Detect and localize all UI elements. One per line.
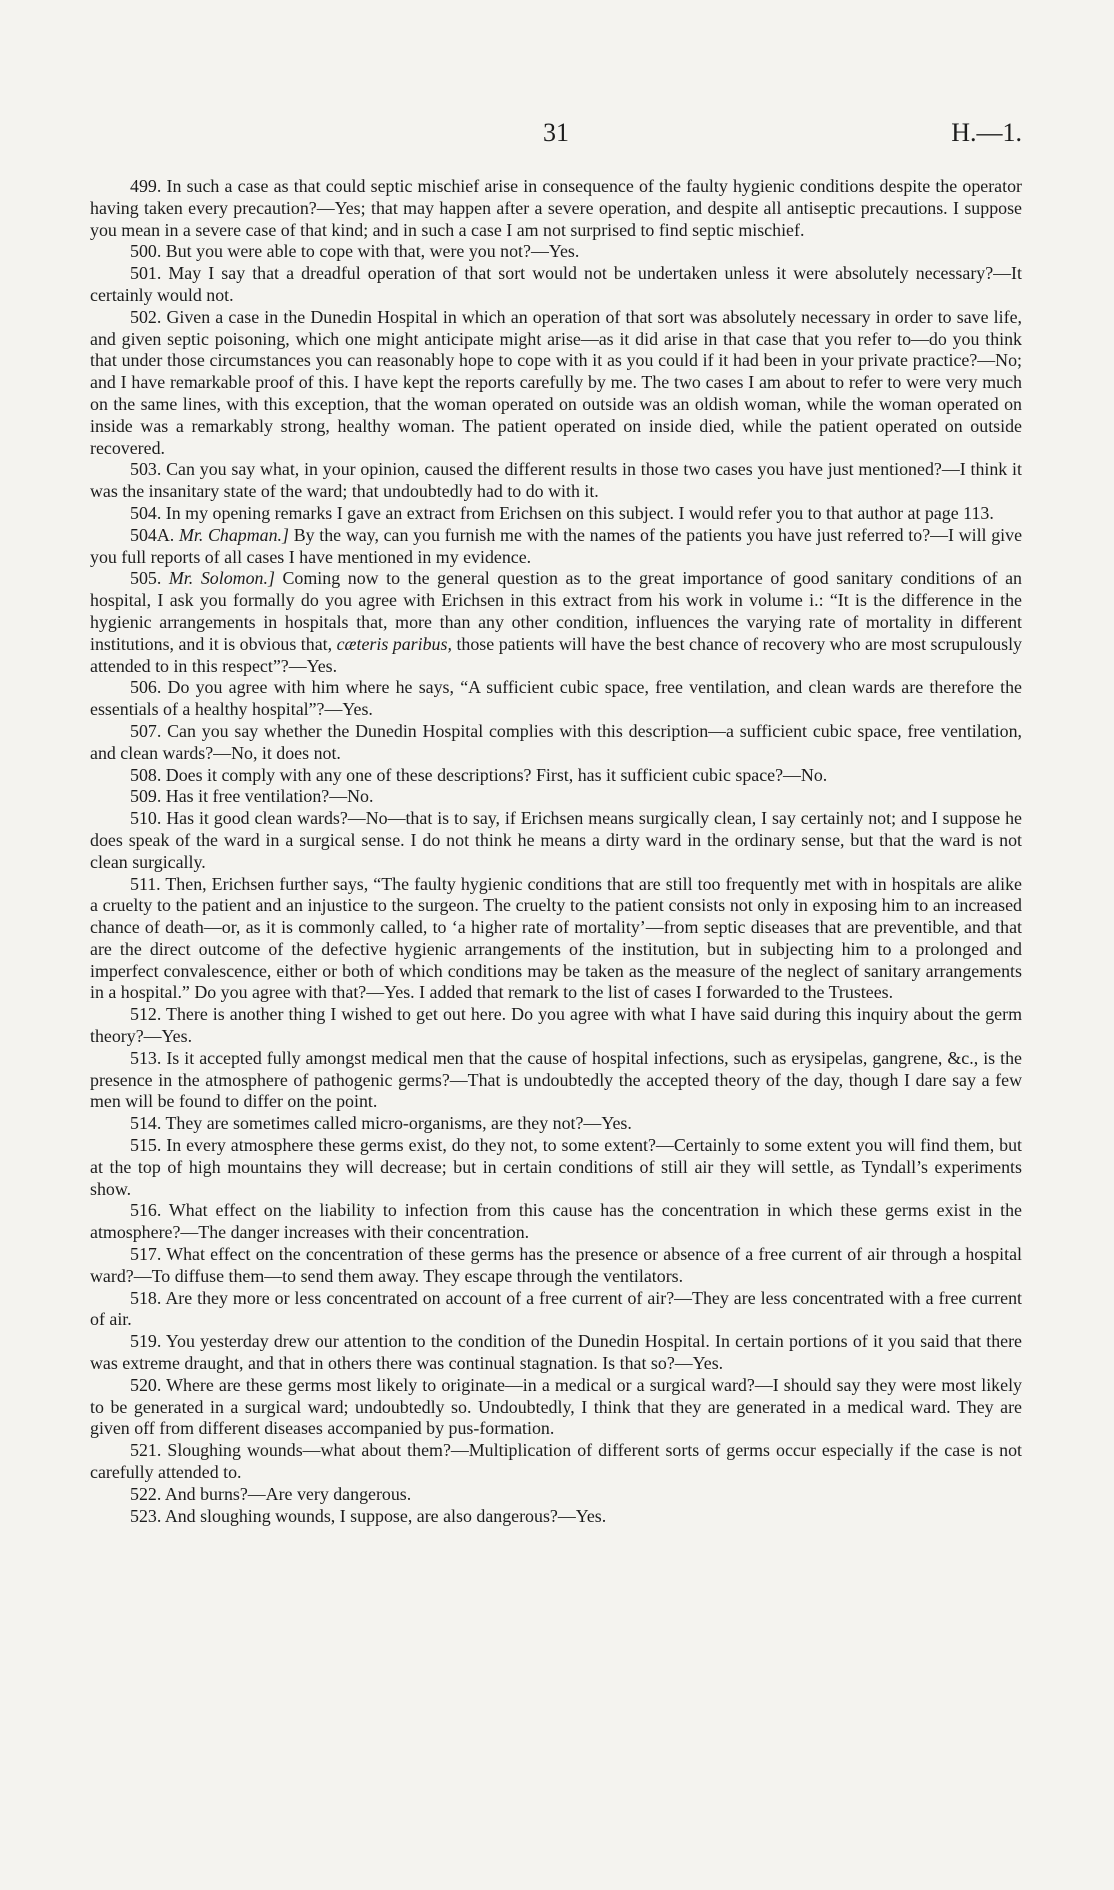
question-text: Can you say whether the Dunedin Hospital complies with this description—a sufficient cubic space, free ventilation, and clean wards?—No, it does not. bbox=[90, 720, 1022, 763]
question-paragraph bbox=[90, 1288, 1022, 1332]
question-text: Then, Erichsen further says, “The faulty hygienic conditions that are still too frequently met with in hospitals are alike a cruelty to the patient and an injustice to the surgeon. The cruelty to the patient consists not only in exposing him to an increased chance of death—or, as it is commonly called, to ‘a higher rate of mortality’—from septic diseases that are preventible, and that are the direct outcome of the defective hygienic arrangements of the institution, but in subjecting him to a prolonged and imperfect convalescence, either or both of which conditions may be taken as the measure of the neglect of sanitary arrangements in a hospital.” Do you agree with that?—Yes. I added that remark to the list of cases I forwarded to the Trustees. bbox=[90, 873, 1022, 1003]
question-number: 506. bbox=[130, 677, 162, 698]
question-paragraph bbox=[90, 1440, 1022, 1484]
question-text: And burns?—Are very dangerous. bbox=[164, 1483, 412, 1504]
question-text: And sloughing wounds, I suppose, are also dangerous?—Yes. bbox=[164, 1505, 607, 1526]
question-text: There is another thing I wished to get out here. Do you agree with what I have said during this inquiry about the germ theory?—Yes. bbox=[90, 1004, 1022, 1047]
question-number: 501. bbox=[130, 263, 162, 284]
question-paragraph bbox=[90, 1004, 1022, 1048]
question-text: Does it comply with any one of these descriptions? First, has it sufficient cubic space?—No. bbox=[165, 764, 828, 785]
speaker-name: Mr. Solomon.] bbox=[168, 568, 275, 589]
question-paragraph bbox=[90, 677, 1022, 721]
question-number: 510. bbox=[130, 808, 162, 829]
question-text: What effect on the liability to infection from this cause has the concentration in which these germs exist in the atmosphere?—The danger increases with their concentration. bbox=[90, 1200, 1022, 1243]
question-paragraph bbox=[90, 525, 1022, 569]
question-paragraph bbox=[90, 808, 1022, 873]
question-number: 517. bbox=[130, 1244, 162, 1265]
question-number: 505. bbox=[130, 568, 162, 589]
question-text: May I say that a dreadful operation of that sort would not be undertaken unless it were absolutely necessary?—It certainly would not. bbox=[90, 263, 1022, 305]
question-number: 523. bbox=[130, 1505, 162, 1526]
question-text: Sloughing wounds—what about them?—Multiplication of different sorts of germs occur especially if the case is not carefully attended to. bbox=[90, 1440, 1022, 1483]
question-paragraph bbox=[90, 786, 1022, 808]
question-paragraph bbox=[90, 1244, 1022, 1288]
question-number: 522. bbox=[130, 1483, 162, 1504]
question-text: In my opening remarks I gave an extract from Erichsen on this subject. I would refer you to that author at page 113. bbox=[165, 502, 994, 523]
question-text: They are sometimes called micro-organisms, are they not?—Yes. bbox=[165, 1113, 632, 1134]
question-number: 520. bbox=[130, 1374, 162, 1395]
question-paragraph bbox=[90, 263, 1022, 307]
question-number: 515. bbox=[130, 1135, 162, 1156]
question-number: 516. bbox=[130, 1200, 162, 1221]
document-page bbox=[90, 118, 1022, 1527]
question-number: 499. bbox=[130, 176, 162, 196]
question-number: 503. bbox=[130, 459, 162, 480]
question-paragraph bbox=[90, 1200, 1022, 1244]
question-paragraph bbox=[90, 721, 1022, 765]
question-text: By the way, can you furnish me with the names of the patients you have just referred to?—I will give you full reports of all cases I have mentioned in my evidence. bbox=[90, 524, 1023, 567]
question-number: 518. bbox=[130, 1287, 162, 1308]
question-paragraph bbox=[90, 503, 1022, 525]
question-number: 507. bbox=[130, 720, 162, 741]
question-text: Has it free ventilation?—No. bbox=[165, 786, 374, 807]
question-number: 509. bbox=[130, 786, 162, 807]
question-text: Can you say what, in your opinion, caused the different results in those two cases you have just mentioned?—I think it was the insanitary state of the ward; that undoubtedly had to do with it. bbox=[90, 459, 1022, 502]
question-number: 519. bbox=[130, 1331, 162, 1352]
evidence-text bbox=[90, 176, 1022, 1527]
question-text: Are they more or less concentrated on account of a free current of air?—They are less concentrated with a free current of air. bbox=[90, 1287, 1022, 1330]
question-paragraph bbox=[90, 307, 1022, 460]
question-text: You yesterday drew our attention to the condition of the Dunedin Hospital. In certain portions of it you said that there was extreme draught, and that in others there was continual stagnation. Is that so?—Yes. bbox=[90, 1331, 1022, 1374]
question-text: Do you agree with him where he says, “A sufficient cubic space, free ventilation, and clean wards are therefore the essentials of a healthy hospital”?—Yes. bbox=[90, 677, 1022, 720]
question-number: 513. bbox=[130, 1047, 162, 1068]
question-text: Coming now to the general question as to the great importance of good sanitary conditions of an hospital, I ask you formally do you agree with Erichsen in this extract from his work in volume i.: “It is the difference in the hygienic arrangements in hospitals that, more than any other condition, influences the varying rate of mortality in different institutions, and it is obvious that, bbox=[90, 568, 1022, 654]
question-text: Where are these germs most likely to originate—in a medical or a surgical ward?—I should say they were most likely to be generated in a surgical ward; undoubtedly so. Undoubtedly, I think that they are generated in a medical ward. They are given off from different diseases accompanied by pus-formation. bbox=[90, 1374, 1022, 1439]
question-paragraph bbox=[90, 1048, 1022, 1113]
question-paragraph bbox=[90, 176, 1022, 241]
question-number: 500. bbox=[130, 241, 162, 262]
question-text: Given a case in the Dunedin Hospital in which an operation of that sort was absolutely necessary in order to save life, and given septic poisoning, which one might anticipate might arise—as it did arise in that case that you refer to—do you think that under those circumstances you can reasonably hope to cope with it as you could if it had been in your private practice?—No; and I have remarkable proof of this. I have kept the reports carefully by me. The two cases I am about to refer to were very much on the same lines, with this exception, that the woman operated on outside was an oldish woman, while the woman operated on inside was a remarkably strong, healthy woman. The patient operated on inside died, while the patient operated on outside recovered. bbox=[90, 306, 1022, 458]
question-text: In such a case as that could septic mischief arise in consequence of the faulty hygienic conditions despite the operator having taken every precaution?—Yes; that may happen after a severe operation, and despite all antiseptic precautions. I suppose you mean in a severe case of that kind; and in such a case I am not surprised to find septic mischief. bbox=[90, 176, 1022, 240]
question-number: 504A. bbox=[130, 524, 175, 545]
question-paragraph bbox=[90, 1135, 1022, 1200]
latin-phrase: cæteris paribus, bbox=[336, 633, 452, 654]
speaker-name: Mr. Chapman.] bbox=[178, 524, 289, 545]
question-number: 508. bbox=[130, 764, 162, 785]
section-code: H.—1. bbox=[951, 118, 1022, 147]
question-paragraph bbox=[90, 241, 1022, 263]
question-number: 511. bbox=[130, 873, 161, 894]
question-paragraph bbox=[90, 568, 1022, 677]
question-text: But you were able to cope with that, were you not?—Yes. bbox=[165, 241, 580, 262]
page-header bbox=[90, 118, 1022, 154]
question-text: What effect on the concentration of these germs has the presence or absence of a free current of air through a hospital ward?—To diffuse them—to send them away. They escape through the ventilators. bbox=[90, 1244, 1022, 1286]
question-text: Is it accepted fully amongst medical men that the cause of hospital infections, such as erysipelas, gangrene, &c., is the presence in the atmosphere of pathogenic germs?—That is undoubtedly the accepted theory of the day, though I dare say a few men will be found to differ on the point. bbox=[90, 1047, 1022, 1112]
question-text: In every atmosphere these germs exist, do they not, to some extent?—Certainly to some extent you will find them, but at the top of high mountains they will decrease; but in certain conditions of still air they will settle, as Tyndall’s experiments show. bbox=[90, 1135, 1022, 1199]
question-paragraph bbox=[90, 1331, 1022, 1375]
question-paragraph bbox=[90, 1506, 1022, 1528]
question-paragraph bbox=[90, 765, 1022, 787]
question-text: Has it good clean wards?—No—that is to say, if Erichsen means surgically clean, I say certainly not; and I suppose he does speak of the ward in a surgical sense. I do not think he means a dirty ward in the ordinary sense, but that the ward is not clean surgically. bbox=[90, 808, 1022, 872]
question-number: 514. bbox=[130, 1113, 162, 1134]
question-number: 502. bbox=[130, 306, 162, 327]
question-text-continued: those patients will have the best chance of recovery who are most scrupulously attended to in this respect”?—Yes. bbox=[90, 633, 1022, 676]
question-number: 504. bbox=[130, 502, 162, 523]
question-paragraph bbox=[90, 1375, 1022, 1440]
page-number: 31 bbox=[543, 118, 569, 147]
question-number: 521. bbox=[130, 1440, 162, 1461]
question-paragraph bbox=[90, 1484, 1022, 1506]
question-paragraph bbox=[90, 874, 1022, 1005]
question-paragraph bbox=[90, 459, 1022, 503]
question-paragraph bbox=[90, 1113, 1022, 1135]
question-number: 512. bbox=[130, 1004, 162, 1025]
